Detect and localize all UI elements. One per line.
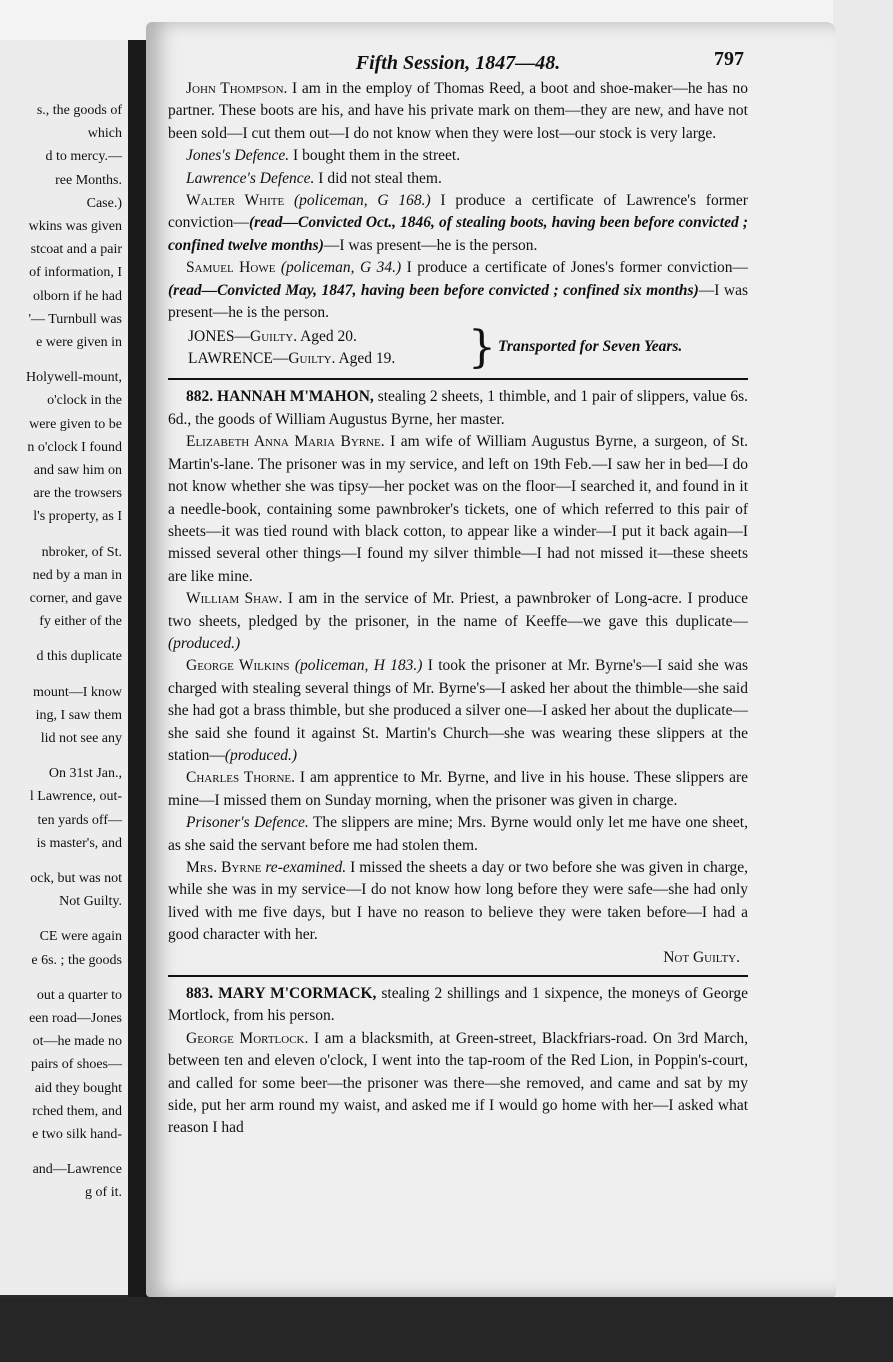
- left-page-line: l's property, as I: [33, 509, 122, 525]
- defence-text: The slippers are mine; Mrs. Byrne would only let me have one sheet, as she said the servant before me had stolen them.: [168, 814, 748, 854]
- left-page-line: o'clock in the: [47, 393, 122, 409]
- testimony-howe: [168, 257, 748, 324]
- left-page-line: olborn if he had: [32, 288, 122, 304]
- session-title: Fifth Session, 1847—48.: [355, 52, 561, 74]
- left-page-line: '— Turnbull was: [28, 311, 122, 327]
- left-page-line: and saw him on: [33, 463, 122, 478]
- testimony-text: I missed the sheets a day or two before she was given in charge, while she was in my service—I do not know how long before they were safe—she had only lived with me five days, but I have no reason to believe they were taken before—I had a good character with her.: [168, 859, 748, 944]
- left-page-line: corner, and gave: [29, 591, 122, 606]
- brace-glyph: }: [468, 322, 496, 374]
- witness-name: Elizabeth Anna Maria Byrne.: [186, 433, 385, 451]
- testimony-shaw: [168, 588, 748, 655]
- produced-note: (produced.): [224, 746, 298, 764]
- left-page-line: ing, I saw them: [35, 707, 122, 723]
- sentence-text: Transported for Seven Years.: [498, 338, 683, 356]
- witness-name: Charles Thorne.: [186, 769, 295, 787]
- defence-text: I bought them in the street.: [289, 147, 461, 165]
- left-page-line: Not Guilty.: [59, 894, 122, 910]
- defendant-name: LAWRENCE—: [188, 350, 289, 368]
- case-882-heading: [168, 386, 748, 431]
- left-page-line: stcoat and a pair: [30, 242, 122, 258]
- left-page-line: s., the goods of: [36, 103, 122, 118]
- testimony-white: [168, 190, 748, 257]
- left-page-line: ree Months.: [55, 172, 122, 188]
- verdict-row-lawrence: [188, 348, 395, 370]
- testimony-mortlock: [168, 1028, 748, 1140]
- case-charge: stealing 2 shillings and 1 sixpence, the moneys of George Mortlock, from his person.: [168, 985, 748, 1025]
- testimony-text: I am a blacksmith, at Green-street, Blackfriars-road. On 3rd March, between ten and eleven o'clock, I went into the tap-room of the Red Lion, in Poppin's-court, and called for some beer—the prisoner was there—she removed, and came and sat by my side, put her arm round my waist, and asked me if I would go home with her—I asked what reason I had: [168, 1029, 749, 1137]
- left-page-line: rched them, and: [32, 1103, 122, 1119]
- defence-jones: [168, 145, 748, 167]
- witness-name: Samuel Howe: [186, 259, 276, 277]
- testimony-text: —I was present—he is the person.: [323, 236, 538, 254]
- left-page: [0, 40, 131, 1295]
- defence-lawrence: [168, 168, 748, 190]
- witness-rank: (policeman, G 168.): [284, 192, 431, 210]
- case-title: 883. MARY M'CORMACK,: [186, 985, 377, 1003]
- running-header: [168, 48, 748, 78]
- left-page-line: On 31st Jan.,: [48, 766, 122, 782]
- verdict-882: Not Guilty.: [663, 948, 740, 966]
- witness-rank: (policeman, G 34.): [275, 259, 402, 277]
- left-page-line: lid not see any: [40, 731, 122, 746]
- testimony-thorne: [168, 767, 748, 812]
- left-page-line: is master's, and: [36, 835, 122, 851]
- age: Aged 19.: [335, 350, 396, 368]
- witness-name: Walter White: [186, 192, 285, 210]
- conviction-record: (read—Convicted May, 1847, having been before convicted ; confined six months): [168, 281, 699, 299]
- left-page-line: d this duplicate: [36, 649, 122, 665]
- left-page-line: ned by a man in: [32, 567, 122, 583]
- case-divider: [168, 378, 748, 380]
- left-page-line: e 6s. ; the goods: [31, 952, 122, 968]
- case-divider: [168, 975, 748, 977]
- defence-text: I did not steal them.: [314, 169, 442, 187]
- left-page-line: nbroker, of St.: [41, 544, 122, 560]
- testimony-thompson: [168, 78, 748, 145]
- left-page-line: CE were again: [39, 929, 122, 945]
- conviction-record: (read—Convicted Oct., 1846, of stealing boots, having been before convicted ; confined twelve months): [168, 214, 748, 254]
- testimony-mrs-byrne: [168, 857, 748, 947]
- left-page-line: mount—I know: [32, 684, 122, 700]
- sentence-block: [188, 324, 748, 372]
- book-gutter: [128, 40, 148, 1300]
- left-page-line: l Lawrence, out-: [29, 789, 122, 805]
- testimony-text: I produce a certificate of Lawrence's former conviction—: [168, 192, 748, 232]
- defence-label: Prisoner's Defence.: [186, 814, 309, 832]
- reexamined-label: re-examined.: [261, 859, 347, 876]
- left-page-line: d to mercy.—: [45, 149, 122, 165]
- defence-label: Jones's Defence.: [186, 147, 290, 165]
- testimony-text: I am wife of William Augustus Byrne, a surgeon, of St. Martin's-lane. The prisoner was in my service, and left on 19th Feb.—I saw her in bed—I do not know whether she was tipsy—her pocket was on the floor—I searched it, and found in it a needle-book, containing some pawnbroker's tickets, one of which referred to this pair of sheets—it was tied round with black cotton, to appear like a winder—I put it back again—I missed several other things—I found my silver thimble—I had not missed it—these sheets are like mine.: [168, 433, 749, 585]
- page-content: [168, 48, 748, 1140]
- testimony-wilkins: [168, 655, 748, 767]
- case-883-heading: [168, 983, 748, 1028]
- witness-name: John Thompson.: [186, 80, 288, 97]
- left-page-line: pairs of shoes—: [31, 1057, 122, 1073]
- left-page-line: ock, but was not: [30, 871, 122, 886]
- witness-name: George Wilkins: [186, 657, 290, 675]
- verdict: Guilty.: [288, 350, 336, 368]
- prisoner-defence: [168, 812, 748, 857]
- testimony-byrne: [168, 431, 748, 588]
- testimony-text: I am in the employ of Thomas Reed, a boot and shoe-maker—he has no partner. These boots are his, and have his private mark on them—they are new, and have not been sold—I cut them out—I do not know when they were lost—our stock is very large.: [168, 80, 749, 142]
- testimony-text: I produce a certificate of Jones's former conviction—: [401, 259, 749, 277]
- left-page-line: aid they bought: [34, 1080, 122, 1096]
- background-right: [833, 0, 893, 1362]
- page-number: 797: [714, 48, 744, 70]
- left-page-line: Case.): [86, 195, 122, 211]
- left-page-line: een road—Jones: [29, 1011, 122, 1026]
- defendant-name: JONES—: [188, 328, 251, 346]
- left-page-line: which: [87, 126, 122, 142]
- left-page-line: ten yards off—: [37, 812, 122, 828]
- case-charge: stealing 2 sheets, 1 thimble, and 1 pair of slippers, value 6s. 6d., the goods of William Augustus Byrne, her master.: [168, 388, 748, 428]
- age: Aged 20.: [297, 328, 357, 346]
- left-page-line: e two silk hand-: [32, 1127, 122, 1142]
- left-page-line: ot—he made no: [32, 1034, 122, 1050]
- left-page-line: and—Lawrence: [32, 1162, 122, 1178]
- left-page-line: e were given in: [36, 335, 122, 350]
- witness-name: George Mortlock.: [186, 1029, 309, 1047]
- testimony-text: I am apprentice to Mr. Byrne, and live in his house. These slippers are mine—I missed them on Sunday morning, when the prisoner was given in charge.: [168, 769, 748, 809]
- left-page-line: of information, I: [29, 265, 122, 281]
- witness-name: Mrs. Byrne: [186, 859, 262, 876]
- verdict: Guilty.: [250, 328, 298, 346]
- defence-label: Lawrence's Defence.: [186, 169, 315, 187]
- background-bottom: [0, 1297, 893, 1362]
- verdict-row-jones: [188, 326, 357, 348]
- left-page-line: wkins was given: [28, 219, 122, 234]
- witness-rank: (policeman, H 183.): [289, 657, 423, 675]
- left-page-line: g of it.: [85, 1185, 122, 1201]
- left-page-line: fy either of the: [39, 614, 122, 630]
- case-title: 882. HANNAH M'MAHON,: [186, 388, 374, 406]
- left-page-line: were given to be: [29, 416, 122, 432]
- witness-name: William Shaw.: [186, 590, 283, 608]
- testimony-text: —I was present—he is the person.: [168, 281, 748, 322]
- testimony-text: I am in the service of Mr. Priest, a pawnbroker of Long-acre. I produce two sheets, pledged by the prisoner, in the name of Keeffe—we gave this duplicate—: [168, 590, 748, 630]
- testimony-text: I took the prisoner at Mr. Byrne's—I said she was charged with stealing several things of Mr. Byrne's—I asked her about the thimble—she said she had got a brass thimble, but she produced a silver one—I asked her about the duplicate—she said she found it against St. Martin's Church—she was wearing these slippers at the station—: [168, 657, 748, 764]
- left-page-line: are the trowsers: [33, 486, 122, 502]
- left-page-line: n o'clock I found: [27, 439, 122, 455]
- left-page-line: Holywell-mount,: [25, 370, 122, 386]
- produced-note: (produced.): [168, 634, 241, 652]
- left-page-line: out a quarter to: [36, 987, 122, 1003]
